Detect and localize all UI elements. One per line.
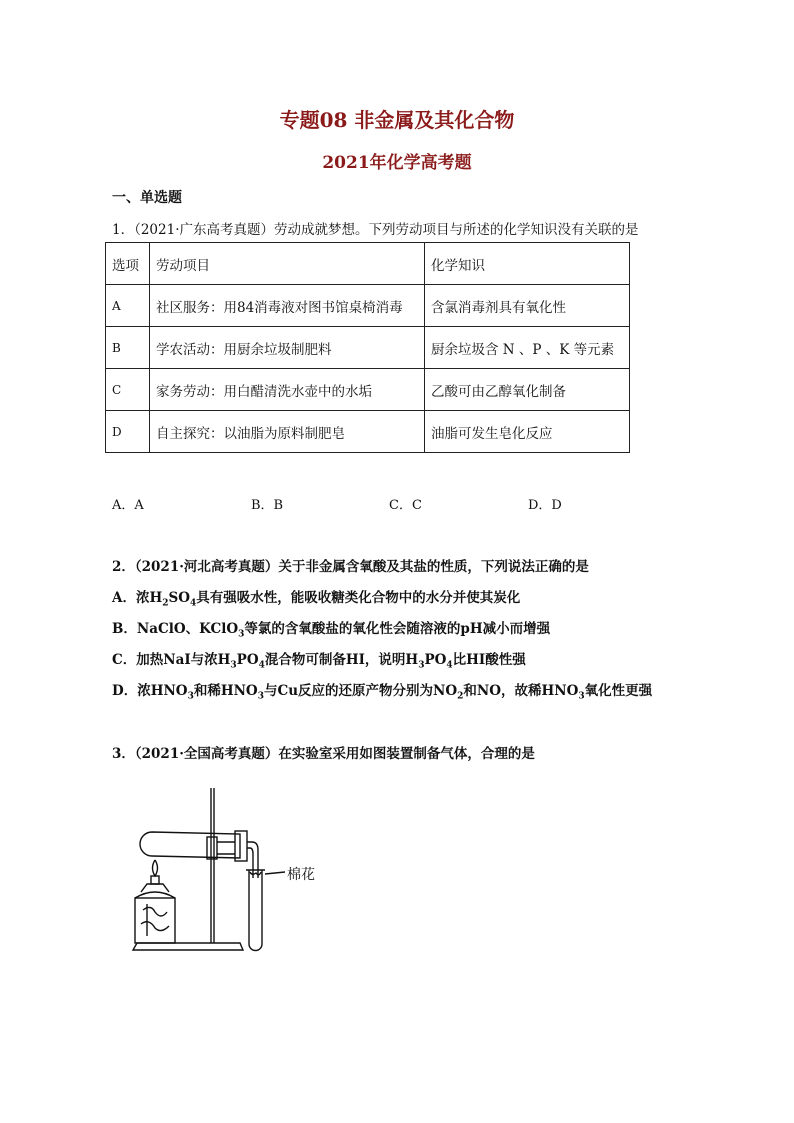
table-cell: C [106,369,150,411]
table-cell: 学农活动：用厨余垃圾制肥料 [150,327,425,369]
q1-table [105,242,630,453]
table-cell: 厨余垃圾含 N 、P 、K 等元素 [425,327,630,369]
table-cell: 油脂可发生皂化反应 [425,411,630,453]
q2-option-c: C．加热NaI与浓$H_3PO_4$混合物可制备HI，说明$H_3PO_4$比HI酸性强 [112,652,526,671]
table-header-cell: 劳动项目 [150,243,425,285]
q1-option-b: B．B [251,498,284,513]
q1-option-d: D．D [528,498,562,513]
table-row [106,327,630,369]
q2-option-a: A．浓$H_2SO_4$具有强吸水性，能吸收糖类化合物中的水分并使其炭化 [112,590,521,609]
table-cell: 社区服务：用84消毒液对图书馆桌椅消毒 [150,285,425,327]
q2-stem: 2．（2021·河北高考真题）关于非金属含氧酸及其盐的性质，下列说法正确的是 [112,559,589,575]
table-header-cell: 选项 [106,243,150,285]
table-cell: 家务劳动：用白醋清洗水壶中的水垢 [150,369,425,411]
table-cell: 自主探究：以油脂为原料制肥皂 [150,411,425,453]
table-cell: B [106,327,150,369]
cotton-label: 棉花 [287,867,315,883]
q1-option-a: A．A [112,498,144,513]
table-row [106,411,630,453]
section-heading: 一、单选题 [112,190,182,206]
q1-stem: 1．（2021·广东高考真题）劳动成就梦想。下列劳动项目与所述的化学知识没有关联的是 [112,222,639,238]
q2-option-d: D．浓$HNO_3$和稀$HNO_3$与Cu反应的还原产物分别为$NO_2$和NO，故稀$HNO_3$氧化性更强 [112,683,653,702]
table-row [106,369,630,411]
q1-option-c: C．C [389,498,422,513]
table-cell: D [106,411,150,453]
document-subtitle: 2021年化学高考题 [322,153,472,173]
table-header-row [106,243,630,285]
table-row [106,285,630,327]
table-cell: 乙酸可由乙醇氧化制备 [425,369,630,411]
table-header-cell: 化学知识 [425,243,630,285]
q2-option-b: B．NaClO、KClO$_3$等氯的含氧酸盐的氧化性会随溶液的pH减小而增强 [112,621,551,640]
table-cell: A [106,285,150,327]
lab-apparatus-diagram [125,782,285,962]
q3-stem: 3．（2021·全国高考真题）在实验室采用如图装置制备气体，合理的是 [112,746,535,762]
document-title: 专题08 非金属及其化合物 [279,108,515,132]
table-cell: 含氯消毒剂具有氧化性 [425,285,630,327]
